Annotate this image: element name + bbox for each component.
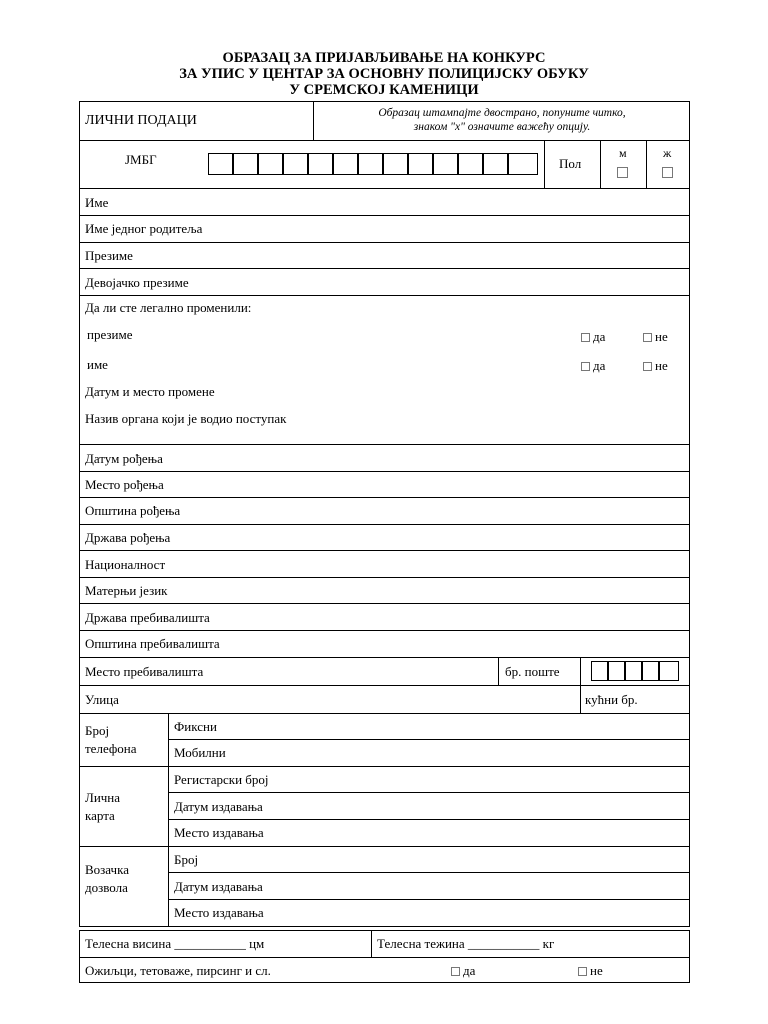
divider	[79, 766, 690, 767]
sex-male-label: м	[619, 146, 627, 160]
divider	[79, 188, 690, 189]
birth-date-field-label: Датум рођења	[85, 451, 163, 466]
weight-field	[377, 936, 554, 952]
divider	[79, 471, 690, 472]
maiden-name-field-label: Девојачко презиме	[85, 275, 189, 290]
divider	[600, 140, 601, 188]
birth-municipality-field-label: Општина рођења	[85, 503, 181, 518]
divider	[79, 497, 690, 498]
weight-unit: кг	[542, 936, 555, 951]
id-card-label-line-2: карта	[85, 808, 115, 823]
license-label-line-1: Возачка	[85, 862, 129, 877]
license-number-label: Број	[174, 852, 199, 867]
title-line-2: ЗА УПИС У ЦЕНТАР ЗА ОСНОВНУ ПОЛИЦИЈСКУ ОБУКУ	[179, 66, 589, 82]
divider	[79, 268, 690, 269]
jmbg-digit-box[interactable]	[308, 153, 333, 175]
height-field	[85, 936, 264, 952]
postal-digit-box[interactable]	[659, 661, 679, 681]
surname-field-label: Презиме	[85, 248, 133, 263]
jmbg-digit-box[interactable]	[258, 153, 283, 175]
jmbg-digit-box[interactable]	[408, 153, 433, 175]
authority-label: Назив органа који је водио поступак	[85, 411, 287, 426]
height-blank[interactable]: ___________	[174, 936, 246, 951]
jmbg-digit-box[interactable]	[233, 153, 258, 175]
name-change-yes-checkbox[interactable]	[581, 362, 590, 371]
legal-change-question: Да ли сте легално променили:	[85, 300, 252, 315]
license-issue-date-label: Датум издавања	[174, 879, 263, 894]
postal-digit-box[interactable]	[608, 661, 625, 681]
residence-country-field-label: Држава пребивалишта	[85, 610, 210, 625]
residence-place-field-label: Место пребивалишта	[85, 664, 204, 679]
divider	[580, 657, 581, 685]
divider	[79, 295, 690, 296]
weight-blank[interactable]: ___________	[467, 936, 540, 951]
surname-change-no[interactable]	[643, 329, 668, 345]
divider	[168, 792, 690, 793]
yes-label: да	[463, 963, 476, 978]
id-card-group-label	[85, 789, 120, 825]
parent-name-field-label: Име једног родитеља	[85, 221, 203, 236]
divider	[79, 957, 690, 958]
divider	[79, 657, 690, 658]
jmbg-digit-box[interactable]	[458, 153, 483, 175]
birth-country-field-label: Држава рођења	[85, 530, 171, 545]
weight-label: Телесна тежина	[377, 936, 465, 951]
postal-digit-box[interactable]	[591, 661, 608, 681]
phone-fixed-label: Фиксни	[174, 719, 217, 734]
change-date-place-label: Датум и место промене	[85, 384, 215, 399]
sex-label: Пол	[559, 156, 582, 171]
instructions-note	[314, 106, 690, 134]
body-marks-yes-checkbox[interactable]	[451, 967, 460, 976]
divider	[580, 685, 581, 713]
jmbg-digit-box[interactable]	[358, 153, 383, 175]
name-change-yes[interactable]	[581, 358, 605, 374]
divider	[79, 242, 690, 243]
divider	[79, 577, 690, 578]
license-issue-place-label: Место издавања	[174, 905, 264, 920]
jmbg-label: ЈМБГ	[125, 152, 157, 167]
divider	[168, 713, 169, 927]
residence-municipality-field-label: Општина пребивалишта	[85, 636, 220, 651]
postal-digit-box[interactable]	[642, 661, 659, 681]
house-number-label: кућни бр.	[585, 692, 638, 707]
jmbg-digit-box[interactable]	[283, 153, 308, 175]
name-change-label: име	[87, 357, 108, 372]
title-line-3: У СРЕМСКОЈ КАМЕНИЦИ	[289, 82, 479, 98]
divider	[168, 872, 690, 873]
surname-change-no-checkbox[interactable]	[643, 333, 652, 342]
divider	[498, 657, 499, 685]
body-marks-yes[interactable]	[451, 963, 475, 979]
phone-group-label	[85, 722, 137, 758]
yes-label: да	[593, 358, 606, 373]
title-line-1: ОБРАЗАЦ ЗА ПРИЈАВЉИВАЊЕ НА КОНКУРС	[222, 50, 546, 66]
postal-code-label: бр. поште	[505, 664, 560, 679]
divider	[79, 713, 690, 714]
id-card-issue-date-label: Датум издавања	[174, 799, 263, 814]
divider	[79, 630, 690, 631]
divider	[371, 930, 372, 957]
yes-label: да	[593, 329, 606, 344]
id-card-label-line-1: Лична	[85, 790, 121, 805]
body-marks-no[interactable]	[578, 963, 603, 979]
no-label: не	[655, 329, 668, 344]
divider	[79, 685, 690, 686]
jmbg-digit-box[interactable]	[208, 153, 233, 175]
sex-female-label: ж	[663, 146, 672, 160]
instructions-line-2: знаком "x" означите важећу опцију.	[413, 121, 591, 133]
surname-change-yes-checkbox[interactable]	[581, 333, 590, 342]
street-field-label: Улица	[85, 692, 119, 707]
divider	[79, 444, 690, 445]
jmbg-digit-box[interactable]	[483, 153, 508, 175]
phone-label-line-1: Број	[85, 723, 110, 738]
sex-female-checkbox[interactable]	[662, 167, 673, 178]
divider	[79, 215, 690, 216]
surname-change-label: презиме	[87, 327, 133, 342]
mother-tongue-field-label: Матерњи језик	[85, 583, 168, 598]
body-marks-label: Ожиљци, тетоваже, пирсинг и сл.	[85, 963, 271, 978]
divider	[544, 140, 545, 188]
no-label: не	[590, 963, 603, 978]
height-unit: цм	[249, 936, 265, 951]
jmbg-digit-box[interactable]	[383, 153, 408, 175]
divider	[79, 140, 690, 141]
divider	[79, 846, 690, 847]
personal-data-heading: ЛИЧНИ ПОДАЦИ	[85, 113, 197, 128]
instructions-line-1: Образац штампајте двострано, попуните читко,	[378, 107, 626, 119]
divider	[79, 603, 690, 604]
name-change-no[interactable]	[643, 358, 668, 374]
postal-digit-box[interactable]	[625, 661, 642, 681]
divider	[168, 819, 690, 820]
divider	[79, 524, 690, 525]
divider	[79, 550, 690, 551]
divider	[168, 739, 690, 740]
sex-male-checkbox[interactable]	[617, 167, 628, 178]
jmbg-digit-box[interactable]	[508, 153, 538, 175]
jmbg-digit-box[interactable]	[433, 153, 458, 175]
name-change-no-checkbox[interactable]	[643, 362, 652, 371]
name-field-label: Име	[85, 195, 109, 210]
nationality-field-label: Националност	[85, 557, 166, 572]
id-card-reg-number-label: Регистарски број	[174, 772, 269, 787]
birth-place-field-label: Место рођења	[85, 477, 164, 492]
divider	[168, 899, 690, 900]
form-title	[0, 50, 768, 98]
no-label: не	[655, 358, 668, 373]
phone-label-line-2: телефона	[85, 741, 137, 756]
id-card-issue-place-label: Место издавања	[174, 825, 264, 840]
body-marks-no-checkbox[interactable]	[578, 967, 587, 976]
license-group-label	[85, 861, 129, 897]
divider	[646, 140, 647, 188]
phone-mobile-label: Мобилни	[174, 745, 226, 760]
height-label: Телесна висина	[85, 936, 172, 951]
license-label-line-2: дозвола	[85, 880, 128, 895]
surname-change-yes[interactable]	[581, 329, 605, 345]
jmbg-digit-box[interactable]	[333, 153, 358, 175]
